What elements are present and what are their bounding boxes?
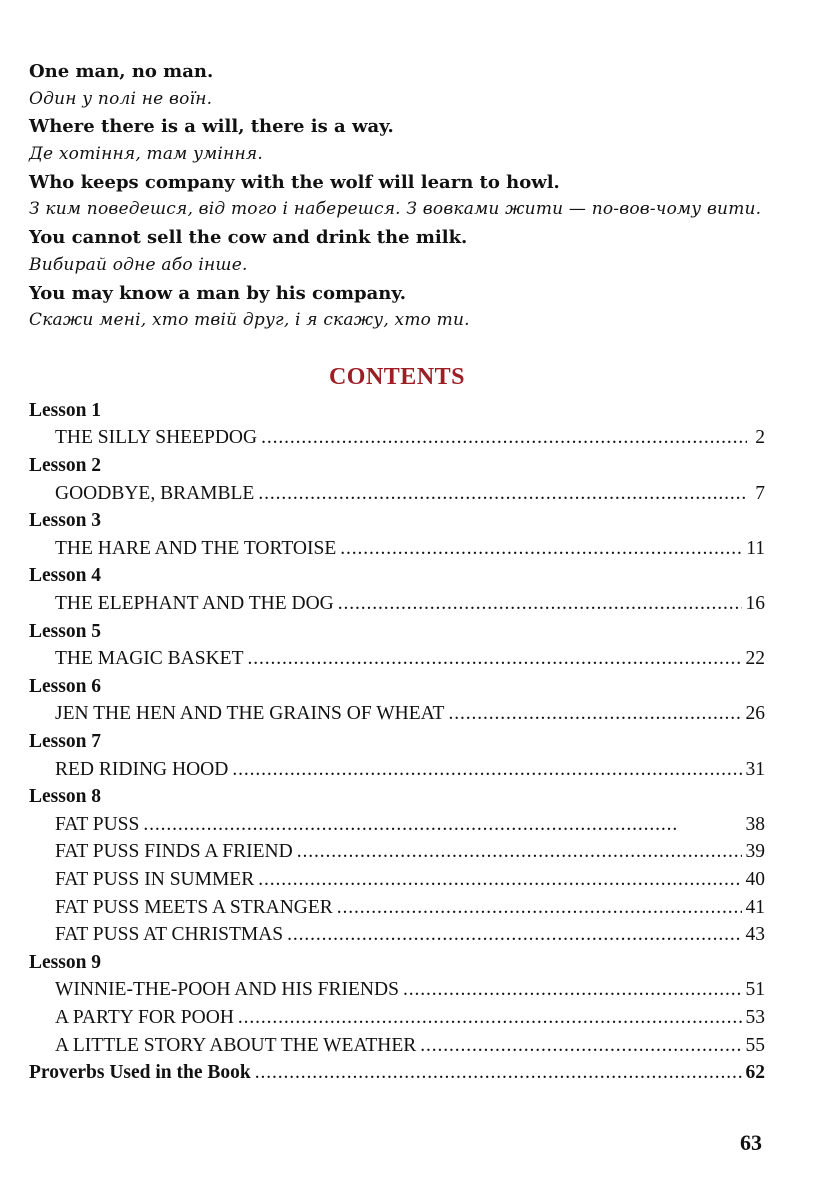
- toc-entry-page: 55: [745, 1034, 765, 1056]
- lesson-heading: Lesson 5: [29, 620, 102, 642]
- toc-entry-page: 41: [745, 896, 765, 918]
- lesson-heading: Lesson 2: [29, 455, 102, 477]
- dot-leader: [448, 700, 741, 728]
- toc-entry-proverbs[interactable]: [29, 1059, 765, 1087]
- toc-entry[interactable]: [29, 700, 765, 728]
- toc-entry-page: 38: [745, 813, 765, 835]
- dot-leader: [287, 921, 741, 949]
- page-number: 63: [740, 1130, 762, 1155]
- toc-entry-page: 39: [745, 841, 765, 863]
- lesson-heading: Lesson 4: [29, 565, 102, 587]
- dot-leader: [337, 894, 742, 922]
- toc-entry-page: 40: [745, 868, 765, 890]
- toc-entry-title: THE MAGIC BASKET: [55, 648, 244, 670]
- toc-entry-title: THE HARE AND THE TORTOISE: [55, 537, 337, 559]
- toc-entry[interactable]: [29, 756, 765, 784]
- toc-entry-title: THE SILLY SHEEPDOG: [55, 427, 258, 449]
- toc-entry-page: 7: [755, 482, 765, 504]
- dot-leader: [338, 590, 742, 618]
- toc-entry[interactable]: [29, 424, 765, 452]
- toc-entry-title: FAT PUSS AT CHRISTMAS: [55, 924, 284, 946]
- contents-heading: CONTENTS: [328, 363, 466, 390]
- toc-entry-title: GOODBYE, BRAMBLE: [55, 482, 255, 504]
- dot-leader: [232, 756, 741, 784]
- toc-entry-title: JEN THE HEN AND THE GRAINS OF WHEAT: [55, 703, 445, 725]
- toc-entry[interactable]: [29, 1004, 765, 1032]
- toc-entry-title: FAT PUSS FINDS A FRIEND: [55, 841, 293, 863]
- dot-leader: [403, 976, 742, 1004]
- dot-leader: [420, 1032, 741, 1060]
- toc-entry-title: FAT PUSS: [55, 813, 140, 835]
- table-of-contents: [29, 397, 765, 1087]
- toc-entry-title: RED RIDING HOOD: [55, 758, 229, 780]
- toc-entry-page: 26: [745, 703, 765, 725]
- proverb-list: [29, 58, 765, 335]
- toc-entry[interactable]: [29, 480, 765, 508]
- toc-entry-title: A LITTLE STORY ABOUT THE WEATHER: [55, 1034, 417, 1056]
- proverb-ukrainian: З ким поведешся, від того і наберешся. З вовками жити — по-вов-чому вити.: [29, 199, 762, 220]
- proverb-ukrainian: Вибирай одне або інше.: [29, 254, 248, 275]
- toc-entry[interactable]: [29, 590, 765, 618]
- page: [29, 58, 765, 1087]
- toc-entry-title: WINNIE-THE-POOH AND HIS FRIENDS: [55, 979, 399, 1001]
- toc-entry-title: FAT PUSS IN SUMMER: [55, 868, 255, 890]
- proverb-english: You cannot sell the cow and drink the milk.: [29, 227, 468, 249]
- proverb-ukrainian: Скажи мені, хто твій друг, і я скажу, хто ти.: [29, 310, 470, 331]
- toc-entry-page: 51: [745, 979, 765, 1001]
- toc-entry-title: A PARTY FOR POOH: [55, 1006, 234, 1028]
- proverb-english: Who keeps company with the wolf will learn to howl.: [29, 171, 560, 193]
- toc-entry-page: 22: [745, 648, 765, 670]
- toc-entry-page: 2: [755, 427, 765, 449]
- dot-leader: [261, 424, 747, 452]
- toc-entry[interactable]: [29, 1032, 765, 1060]
- lesson-heading: Lesson 3: [29, 510, 102, 532]
- toc-entry[interactable]: [29, 535, 765, 563]
- toc-entry[interactable]: [29, 645, 765, 673]
- lesson-heading: Lesson 9: [29, 951, 102, 973]
- dot-leader: [258, 866, 741, 894]
- dot-leader: [340, 535, 742, 563]
- proverb-ukrainian: Де хотіння, там уміння.: [29, 144, 263, 165]
- toc-entry-page: 31: [745, 758, 765, 780]
- dot-leader: [143, 811, 741, 839]
- proverb-english: Where there is a will, there is a way.: [29, 116, 394, 138]
- toc-entry[interactable]: [29, 976, 765, 1004]
- lesson-heading: Lesson 6: [29, 675, 102, 697]
- toc-entry-title: FAT PUSS MEETS A STRANGER: [55, 896, 333, 918]
- proverb-english: You may know a man by his company.: [29, 282, 407, 304]
- toc-entry[interactable]: [29, 894, 765, 922]
- lesson-heading: Lesson 8: [29, 786, 102, 808]
- toc-entry[interactable]: [29, 866, 765, 894]
- proverb-english: One man, no man.: [29, 61, 214, 82]
- toc-entry-page: 53: [745, 1006, 765, 1028]
- dot-leader: [238, 1004, 742, 1032]
- lesson-heading: Lesson 7: [29, 731, 102, 753]
- proverb-ukrainian: Один у полі не воїн.: [29, 88, 213, 109]
- toc-entry[interactable]: [29, 811, 765, 839]
- dot-leader: [248, 645, 742, 673]
- toc-entry-page: 16: [745, 593, 765, 615]
- toc-entry-title: THE ELEPHANT AND THE DOG: [55, 593, 334, 615]
- lesson-heading: Lesson 1: [29, 399, 102, 421]
- dot-leader: [255, 1059, 742, 1087]
- toc-entry[interactable]: [29, 921, 765, 949]
- toc-entry-page: 11: [746, 537, 765, 559]
- dot-leader: [258, 480, 747, 508]
- toc-entry-page: 43: [745, 924, 765, 946]
- toc-entry[interactable]: [29, 838, 765, 866]
- toc-entry-title: Proverbs Used in the Book: [29, 1062, 251, 1084]
- toc-entry-page: 62: [745, 1062, 765, 1084]
- dot-leader: [297, 838, 742, 866]
